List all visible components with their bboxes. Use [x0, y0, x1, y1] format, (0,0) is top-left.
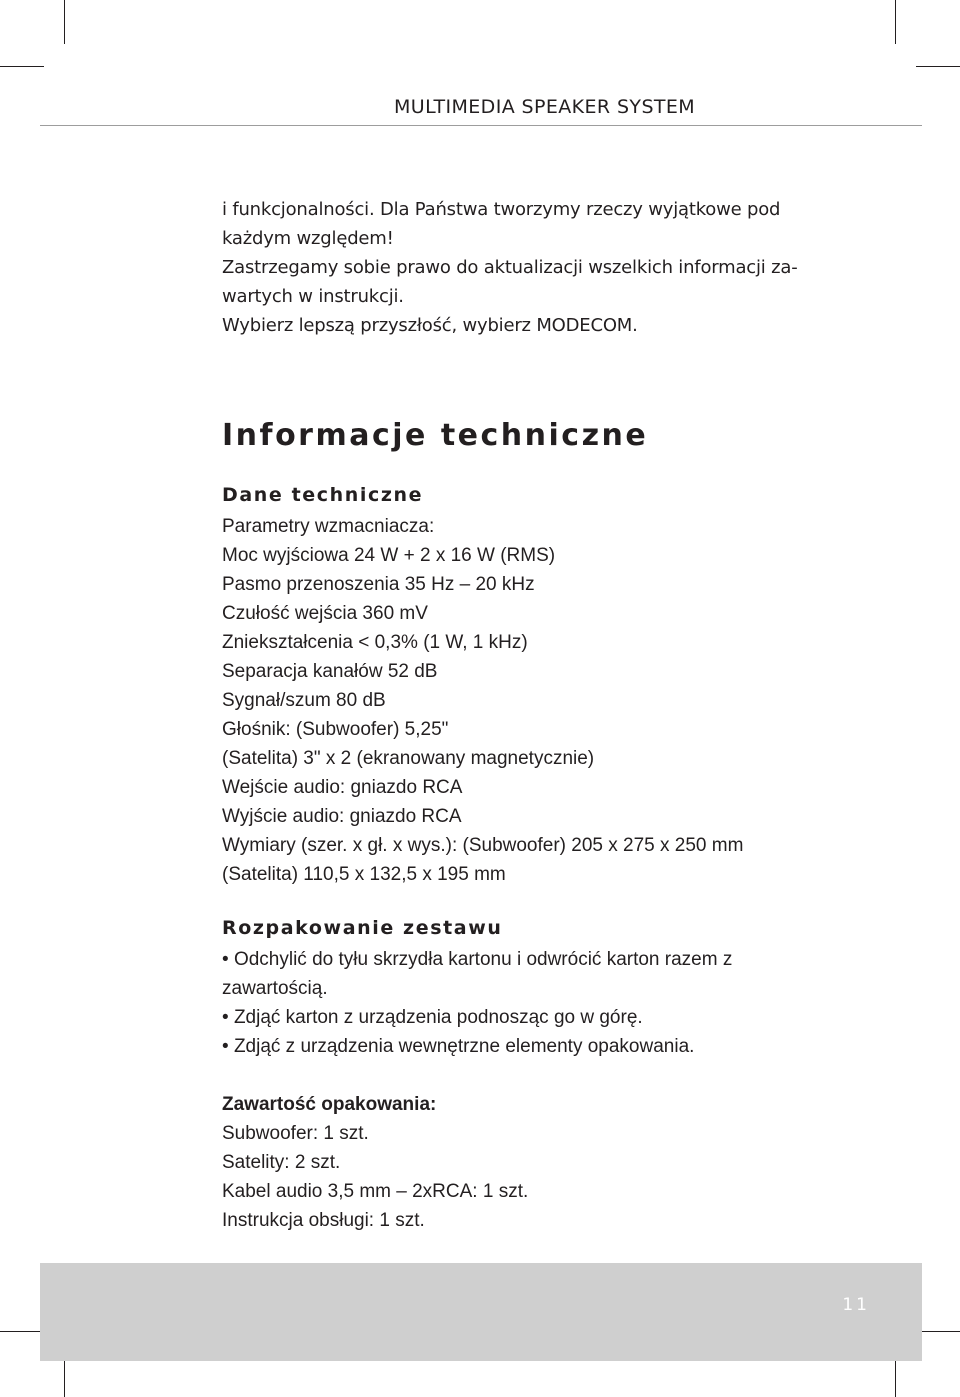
contents-line: Kabel audio 3,5 mm – 2xRCA: 1 szt. — [222, 1181, 529, 1202]
unpacking-list — [222, 945, 842, 1061]
specs-list — [222, 512, 842, 889]
unpacking-heading: Rozpakowanie zestawu — [222, 917, 503, 939]
spec-line: Wyjście audio: gniazdo RCA — [222, 806, 462, 827]
page-number: 11 — [842, 1295, 870, 1315]
contents-list — [222, 1090, 842, 1235]
spec-line: Pasmo przenoszenia 35 Hz – 20 kHz — [222, 574, 535, 595]
specs-heading: Dane techniczne — [222, 484, 424, 506]
spec-line: Sygnał/szum 80 dB — [222, 690, 386, 711]
spec-line: Wejście audio: gniazdo RCA — [222, 777, 463, 798]
spec-line: Wymiary (szer. x gł. x wys.): (Subwoofer) 205 x 275 x 250 mm — [222, 835, 744, 856]
spec-line: (Satelita) 3" x 2 (ekranowany magnetycznie) — [222, 748, 595, 769]
contents-line: Instrukcja obsługi: 1 szt. — [222, 1210, 425, 1231]
section-heading: Informacje techniczne — [222, 418, 649, 453]
list-item: • Zdjąć karton z urządzenia podnosząc go w górę. — [222, 1003, 842, 1032]
crop-mark — [916, 1331, 960, 1332]
list-item: • Zdjąć z urządzenia wewnętrzne elementy opakowania. — [222, 1032, 842, 1061]
spec-line: Moc wyjściowa 24 W + 2 x 16 W (RMS) — [222, 545, 556, 566]
spec-line: Głośnik: (Subwoofer) 5,25" — [222, 719, 449, 740]
header-rule — [40, 125, 922, 126]
list-item-continuation: zawartością. — [222, 978, 328, 999]
list-item: • Odchylić do tyłu skrzydła kartonu i odwrócić karton razem z — [222, 945, 842, 974]
crop-mark — [0, 66, 44, 67]
intro-line: Wybierz lepszą przyszłość, wybierz MODECOM. — [222, 315, 638, 336]
spec-line: (Satelita) 110,5 x 132,5 x 195 mm — [222, 864, 506, 885]
spec-line: Separacja kanałów 52 dB — [222, 661, 438, 682]
crop-mark — [0, 1331, 44, 1332]
contents-heading: Zawartość opakowania: — [222, 1094, 437, 1115]
intro-line: Zastrzegamy sobie prawo do aktualizacji wszelkich informacji za- — [222, 257, 798, 278]
contents-line: Subwoofer: 1 szt. — [222, 1123, 369, 1144]
contents-line: Satelity: 2 szt. — [222, 1152, 341, 1173]
crop-mark — [916, 66, 960, 67]
intro-line: i funkcjonalności. Dla Państwa tworzymy rzeczy wyjątkowe pod — [222, 199, 781, 220]
running-header: MULTIMEDIA SPEAKER SYSTEM — [394, 96, 696, 118]
spec-line: Zniekształcenia < 0,3% (1 W, 1 kHz) — [222, 632, 528, 653]
crop-mark — [64, 0, 65, 44]
spec-line: Czułość wejścia 360 mV — [222, 603, 428, 624]
intro-paragraph — [222, 195, 822, 340]
intro-line: każdym względem! — [222, 228, 394, 249]
spec-line: Parametry wzmacniacza: — [222, 516, 435, 537]
crop-mark — [895, 0, 896, 44]
footer-band — [40, 1263, 922, 1361]
intro-line: wartych w instrukcji. — [222, 286, 404, 307]
